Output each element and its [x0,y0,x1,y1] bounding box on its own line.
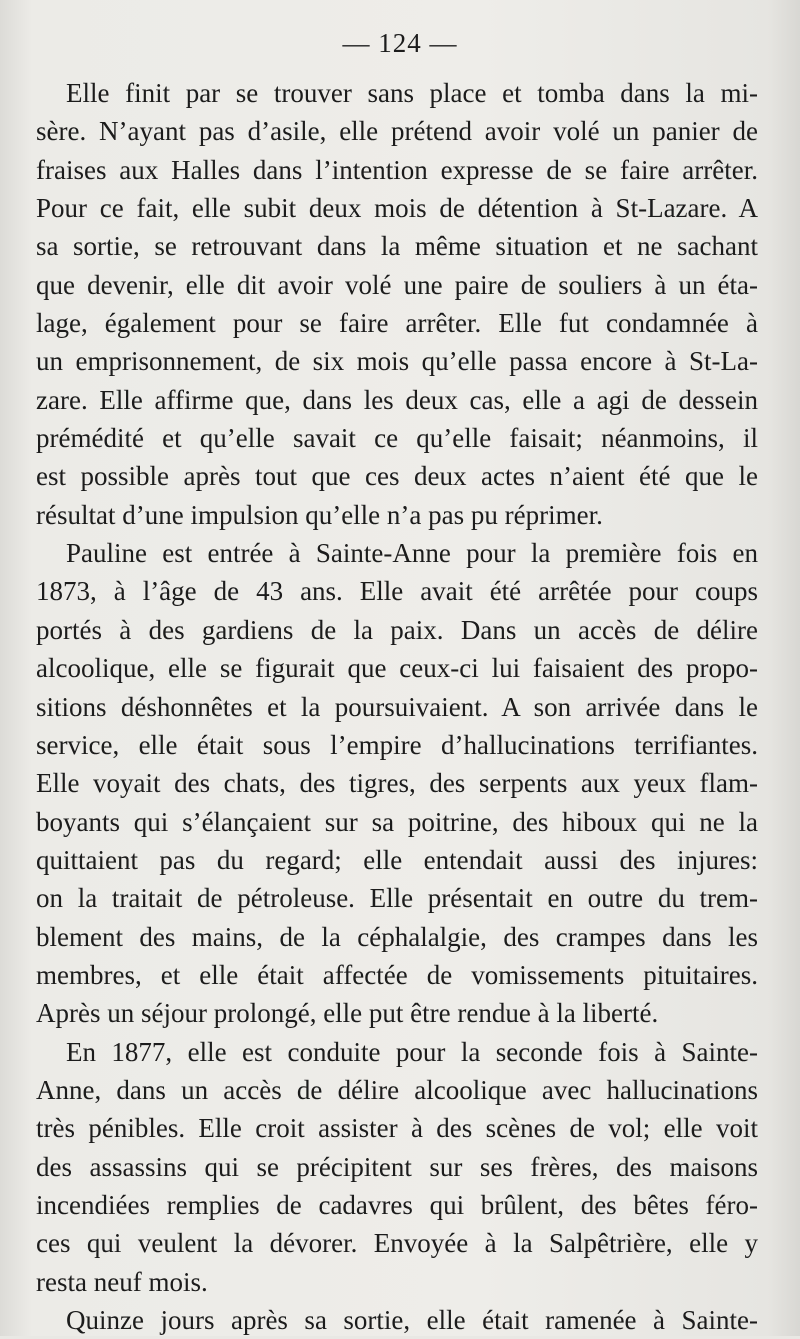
text-line: Anne, dans un accès de délire alcoolique avec hallucinations [36,1074,758,1105]
text-line: Pauline est entrée à Sainte-Anne pour la première fois en [66,538,758,569]
text-line: En 1877, elle est conduite pour la seconde fois à Sainte- [66,1036,758,1067]
text-line: on la traitait de pétroleuse. Elle présentait en outre du trem- [36,883,758,914]
text-line: un emprisonnement, de six mois qu’elle passa encore à St-La- [36,346,758,377]
text-line: sa sortie, se retrouvant dans la même situation et ne sachant [36,231,758,262]
text-line: sère. N’ayant pas d’asile, elle prétend avoir volé un panier de [36,116,758,147]
text-line: Pour ce fait, elle subit deux mois de détention à St-Lazare. A [36,193,758,224]
text-line: portés à des gardiens de la paix. Dans un accès de délire [36,614,758,645]
text-line: incendiées remplies de cadavres qui brûlent, des bêtes féro- [36,1189,758,1220]
text-line: zare. Elle affirme que, dans les deux cas, elle a agi de dessein [36,384,758,415]
text-line: Elle voyait des chats, des tigres, des serpents aux yeux flam- [36,768,758,799]
text-line: 1873, à l’âge de 43 ans. Elle avait été arrêtée pour coups [36,576,758,607]
text-line: quittaient pas du regard; elle entendait aussi des injures: [36,844,758,875]
text-line: boyants qui s’élançaient sur sa poitrine, des hiboux qui ne la [36,806,758,837]
text-line: prémédité et qu’elle savait ce qu’elle faisait; néanmoins, il [36,423,758,454]
page-number: — 124 — [342,28,458,58]
text-line: lage, également pour se faire arrêter. Elle fut condamnée à [36,308,758,339]
text-line: blement des mains, de la céphalalgie, des crampes dans les [36,921,758,952]
text-line: Quinze jours après sa sortie, elle était ramenée à Sainte- [66,1305,758,1335]
text-line: que devenir, elle dit avoir volé une paire de souliers à un éta- [36,269,758,300]
text-line: Elle finit par se trouver sans place et tomba dans la mi- [66,78,758,108]
text-line: des assassins qui se précipitent sur ses frères, des maisons [36,1151,758,1182]
text-line: alcoolique, elle se figurait que ceux-ci lui faisaient des propo- [36,653,758,684]
text-line: resta neuf mois. [36,1266,208,1297]
text-line: Après un séjour prolongé, elle put être rendue à la liberté. [36,998,659,1029]
text-line: fraises aux Halles dans l’intention expresse de se faire arrêter. [36,154,758,185]
text-line: résultat d’une impulsion qu’elle n’a pas pu réprimer. [36,499,603,530]
text-line: ces qui veulent la dévorer. Envoyée à la Salpêtrière, elle y [36,1228,758,1259]
text-line: très pénibles. Elle croit assister à des scènes de vol; elle voit [36,1113,758,1144]
text-line: sitions déshonnêtes et la poursuivaient. A son arrivée dans le [36,691,758,722]
body-text [36,74,758,1339]
text-line: membres, et elle était affectée de vomissements pituitaires. [36,959,758,990]
text-line: est possible après tout que ces deux actes n’aient été que le [36,461,758,492]
text-line: service, elle était sous l’empire d’hallucinations terrifiantes. [36,729,758,760]
